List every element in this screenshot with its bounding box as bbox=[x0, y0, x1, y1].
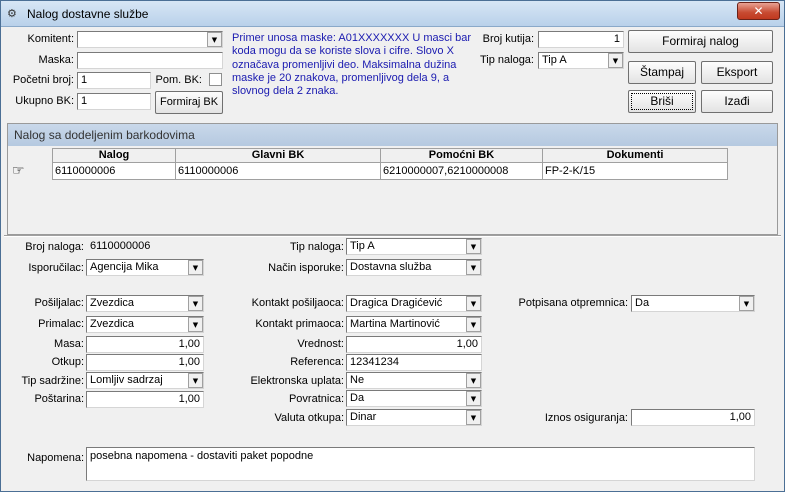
pocetni-broj-label: Početni broj: bbox=[12, 74, 74, 86]
tip-sadrzine-label: Tip sadržine: bbox=[21, 375, 84, 387]
chevron-down-icon[interactable]: ▼ bbox=[466, 410, 481, 425]
pom-bk-checkbox[interactable] bbox=[209, 73, 222, 86]
table-cell[interactable]: FP-2-K/15 bbox=[542, 163, 728, 180]
vrednost-input[interactable]: 1,00 bbox=[346, 336, 482, 353]
masa-label: Masa: bbox=[54, 338, 84, 350]
postarina-label: Poštarina: bbox=[34, 393, 84, 405]
chevron-down-icon[interactable]: ▼ bbox=[466, 239, 481, 254]
chevron-down-icon[interactable]: ▼ bbox=[188, 260, 203, 275]
chevron-down-icon[interactable]: ▼ bbox=[188, 296, 203, 311]
formiraj-nalog-button[interactable]: Formiraj nalog bbox=[628, 30, 773, 53]
chevron-down-icon[interactable]: ▼ bbox=[207, 32, 222, 47]
povratnica-label: Povratnica: bbox=[288, 393, 344, 405]
app-icon: ⚙ bbox=[7, 7, 17, 20]
tip-sadrzine-value: Lomljiv sadrzaj bbox=[90, 374, 163, 386]
komitent-select[interactable] bbox=[77, 31, 223, 48]
close-button[interactable]: ✕ bbox=[737, 2, 780, 20]
masa-input[interactable]: 1,00 bbox=[86, 336, 204, 353]
table-cell[interactable]: 6110000006 bbox=[175, 163, 381, 180]
title-bar[interactable] bbox=[1, 1, 784, 27]
komitent-label: Komitent: bbox=[27, 33, 74, 45]
nacin-isporuke-value: Dostavna služba bbox=[350, 261, 432, 273]
column-header-dokumenti[interactable]: Dokumenti bbox=[542, 148, 728, 163]
primalac-value: Zvezdica bbox=[90, 318, 135, 330]
eksport-button[interactable]: Eksport bbox=[701, 61, 773, 84]
nacin-isporuke-select[interactable] bbox=[346, 259, 482, 276]
elektronska-uplata-label: Elektronska uplata: bbox=[250, 375, 344, 387]
maska-input[interactable] bbox=[77, 52, 223, 69]
ukupno-bk-label: Ukupno BK: bbox=[15, 95, 74, 107]
posiljalac-value: Zvezdica bbox=[90, 297, 135, 309]
tip-naloga-top-select[interactable] bbox=[538, 52, 624, 69]
column-header-glavni-bk[interactable]: Glavni BK bbox=[175, 148, 381, 163]
column-header-nalog[interactable]: Nalog bbox=[52, 148, 176, 163]
tip-naloga-label: Tip naloga: bbox=[289, 241, 344, 253]
povratnica-select[interactable] bbox=[346, 390, 482, 407]
elektronska-uplata-value: Ne bbox=[350, 374, 365, 386]
postarina-input[interactable]: 1,00 bbox=[86, 391, 204, 408]
isporucilac-label: Isporučilac: bbox=[28, 262, 84, 274]
potpisana-otpremnica-value: Da bbox=[635, 297, 650, 309]
mask-hint-text: Primer unosa maske: A01XXXXXXX U masci bar koda mogu da se koriste slova i cifre. Slovo X označava promenljivi deo. Maksimalna dužina maske je 20 znakova, promenljivog dela 9, a slovnog dela 2 znaka. bbox=[232, 32, 472, 98]
tip-naloga-top-label: Tip naloga: bbox=[479, 54, 534, 66]
chevron-down-icon[interactable]: ▼ bbox=[188, 317, 203, 332]
isporucilac-value: Agencija Mika bbox=[90, 261, 159, 273]
barcode-grid[interactable] bbox=[8, 146, 777, 234]
kontakt-posiljaoca-value: Dragica Dragićević bbox=[350, 297, 443, 309]
broj-naloga-label: Broj naloga: bbox=[25, 241, 84, 253]
table-cell[interactable]: 6110000006 bbox=[52, 163, 176, 180]
brisi-button[interactable]: Briši bbox=[628, 90, 696, 113]
izadji-button[interactable]: Izađi bbox=[701, 90, 773, 113]
otkup-input[interactable]: 1,00 bbox=[86, 354, 204, 371]
chevron-down-icon[interactable]: ▼ bbox=[739, 296, 754, 311]
otkup-label: Otkup: bbox=[51, 356, 84, 368]
chevron-down-icon[interactable]: ▼ bbox=[466, 296, 481, 311]
posiljalac-select[interactable] bbox=[86, 295, 204, 312]
vrednost-label: Vrednost: bbox=[297, 338, 344, 350]
chevron-down-icon[interactable]: ▼ bbox=[466, 391, 481, 406]
nacin-isporuke-label: Način isporuke: bbox=[268, 262, 344, 274]
valuta-otkupa-label: Valuta otkupa: bbox=[274, 412, 344, 424]
referenca-input[interactable]: 12341234 bbox=[346, 354, 482, 371]
maska-label: Maska: bbox=[38, 54, 74, 66]
form-body bbox=[4, 27, 781, 489]
kontakt-primaoca-select[interactable] bbox=[346, 316, 482, 333]
column-header-pomocni-bk[interactable]: Pomoćni BK bbox=[380, 148, 543, 163]
pocetni-broj-input[interactable]: 1 bbox=[77, 72, 151, 89]
iznos-osiguranja-input[interactable]: 1,00 bbox=[631, 409, 755, 426]
tip-naloga-top-value: Tip A bbox=[542, 54, 567, 66]
window-title: Nalog dostavne službe bbox=[27, 7, 149, 21]
barcode-grid-panel bbox=[7, 123, 778, 235]
chevron-down-icon[interactable]: ▼ bbox=[608, 53, 623, 68]
povratnica-value: Da bbox=[350, 392, 365, 404]
potpisana-otpremnica-label: Potpisana otpremnica: bbox=[518, 297, 628, 309]
formiraj-bk-button[interactable]: Formiraj BK bbox=[155, 91, 223, 114]
row-pointer-icon: ☞ bbox=[12, 163, 25, 179]
primalac-select[interactable] bbox=[86, 316, 204, 333]
kontakt-posiljaoca-select[interactable] bbox=[346, 295, 482, 312]
broj-naloga-value: 6110000006 bbox=[86, 238, 204, 255]
broj-kutija-label: Broj kutija: bbox=[482, 33, 534, 45]
chevron-down-icon[interactable]: ▼ bbox=[188, 373, 203, 388]
primalac-label: Primalac: bbox=[38, 318, 84, 330]
pom-bk-label: Pom. BK: bbox=[155, 74, 202, 86]
chevron-down-icon[interactable]: ▼ bbox=[466, 260, 481, 275]
ukupno-bk-input[interactable]: 1 bbox=[77, 93, 151, 110]
napomena-label: Napomena: bbox=[27, 452, 84, 464]
broj-kutija-input[interactable]: 1 bbox=[538, 31, 624, 48]
elektronska-uplata-select[interactable] bbox=[346, 372, 482, 389]
tip-sadrzine-select[interactable] bbox=[86, 372, 204, 389]
section-divider bbox=[4, 235, 781, 237]
referenca-label: Referenca: bbox=[290, 356, 344, 368]
table-cell[interactable]: 6210000007,6210000008 bbox=[380, 163, 543, 180]
tip-naloga-value: Tip A bbox=[350, 240, 375, 252]
valuta-otkupa-value: Dinar bbox=[350, 411, 377, 423]
iznos-osiguranja-label: Iznos osiguranja: bbox=[544, 412, 628, 424]
chevron-down-icon[interactable]: ▼ bbox=[466, 373, 481, 388]
stampaj-button[interactable]: Štampaj bbox=[628, 61, 696, 84]
tip-naloga-select[interactable] bbox=[346, 238, 482, 255]
napomena-textarea[interactable]: posebna napomena - dostaviti paket popodne bbox=[86, 447, 755, 481]
chevron-down-icon[interactable]: ▼ bbox=[466, 317, 481, 332]
kontakt-posiljaoca-label: Kontakt pošiljaoca: bbox=[251, 297, 344, 309]
potpisana-otpremnica-select[interactable] bbox=[631, 295, 755, 312]
kontakt-primaoca-value: Martina Martinović bbox=[350, 318, 440, 330]
posiljalac-label: Pošiljalac: bbox=[34, 297, 84, 309]
kontakt-primaoca-label: Kontakt primaoca: bbox=[255, 318, 344, 330]
isporucilac-select[interactable] bbox=[86, 259, 204, 276]
valuta-otkupa-select[interactable] bbox=[346, 409, 482, 426]
grid-title: Nalog sa dodeljenim barkodovima bbox=[8, 124, 777, 146]
